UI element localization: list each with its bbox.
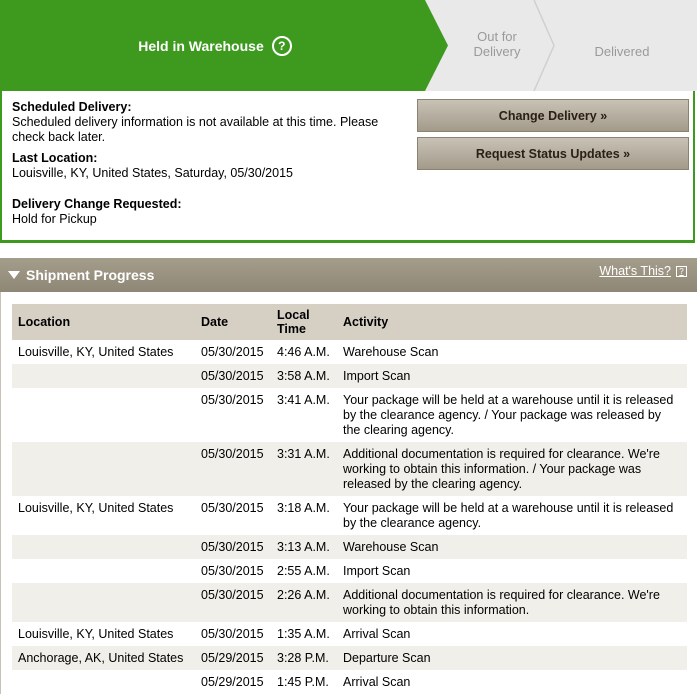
table-row [12,670,687,694]
step-out-label-line2: Delivery [473,44,521,59]
column-location: Location [12,304,195,340]
delivery-details [12,100,407,233]
table-row [12,622,687,646]
table-row [12,496,687,535]
cell-location [12,670,195,694]
help-icon[interactable]: ? [272,36,292,56]
column-local-time [271,304,337,340]
cell-date: 05/29/2015 [195,670,271,694]
cell-location: Louisville, KY, United States [12,496,195,535]
delivery-change-text: Hold for Pickup [12,212,97,226]
shipment-progress-header[interactable] [0,258,697,292]
request-status-updates-button[interactable]: Request Status Updates » [417,137,689,170]
table-row [12,388,687,442]
column-date: Date [195,304,271,340]
cell-date: 05/30/2015 [195,496,271,535]
delivery-progress-tracker [0,0,697,91]
cell-activity: Your package will be held at a warehouse until it is released by the clearance agency. / Your package was released by the clearing agency. [337,388,687,442]
cell-time: 2:55 A.M. [271,559,337,583]
whats-this-label[interactable]: What's This? [599,264,671,278]
shipment-progress-title: Shipment Progress [26,267,155,283]
cell-activity: Arrival Scan [337,622,687,646]
last-location-text: Louisville, KY, United States, Saturday, 05/30/2015 [12,166,293,180]
cell-activity: Your package will be held at a warehouse until it is released by the clearance agency. [337,496,687,535]
cell-date: 05/29/2015 [195,646,271,670]
delivery-change-heading: Delivery Change Requested: [12,197,182,211]
column-activity: Activity [337,304,687,340]
last-location-heading: Last Location: [12,151,98,165]
cell-location: Louisville, KY, United States [12,340,195,364]
cell-activity: Warehouse Scan [337,340,687,364]
cell-activity: Arrival Scan [337,670,687,694]
scheduled-delivery-heading: Scheduled Delivery: [12,100,132,114]
cell-location [12,559,195,583]
table-row [12,442,687,496]
cell-time: 3:41 A.M. [271,388,337,442]
cell-activity: Additional documentation is required for clearance. We're working to obtain this information. [337,583,687,622]
step-out-label-line1: Out for [477,29,517,44]
cell-time: 1:45 P.M. [271,670,337,694]
cell-activity: Import Scan [337,364,687,388]
cell-time: 4:46 A.M. [271,340,337,364]
collapse-triangle-icon[interactable] [8,271,20,279]
table-row [12,583,687,622]
scheduled-delivery-text: Scheduled delivery information is not available at this time. Please check back later. [12,115,379,144]
shipment-progress-table [12,304,687,694]
cell-date: 05/30/2015 [195,388,271,442]
cell-time: 3:18 A.M. [271,496,337,535]
active-step-label: Held in Warehouse [138,37,264,54]
cell-location [12,364,195,388]
cell-time: 3:28 P.M. [271,646,337,670]
step-out-for-delivery [452,29,542,59]
step-held-in-warehouse [0,0,430,91]
table-row [12,340,687,364]
cell-date: 05/30/2015 [195,583,271,622]
cell-location: Anchorage, AK, United States [12,646,195,670]
cell-time: 3:31 A.M. [271,442,337,496]
cell-location [12,388,195,442]
shipment-progress-body [0,292,697,694]
column-local-time-line1: Local [277,308,310,322]
help-box-icon[interactable]: ? [676,266,687,277]
cell-activity: Additional documentation is required for clearance. We're working to obtain this information. / Your package was released by the clearing agency. [337,442,687,496]
cell-date: 05/30/2015 [195,442,271,496]
cell-date: 05/30/2015 [195,535,271,559]
cell-activity: Import Scan [337,559,687,583]
cell-location: Louisville, KY, United States [12,622,195,646]
cell-date: 05/30/2015 [195,622,271,646]
table-row [12,646,687,670]
cell-time: 3:13 A.M. [271,535,337,559]
cell-time: 3:58 A.M. [271,364,337,388]
table-row [12,535,687,559]
cell-activity: Warehouse Scan [337,535,687,559]
cell-location [12,583,195,622]
cell-date: 05/30/2015 [195,364,271,388]
cell-location [12,442,195,496]
whats-this-link[interactable] [599,264,687,278]
cell-activity: Departure Scan [337,646,687,670]
cell-location [12,535,195,559]
table-row [12,559,687,583]
step-delivered: Delivered [594,44,650,59]
cell-date: 05/30/2015 [195,340,271,364]
table-header-row [12,304,687,340]
delivery-info-box [0,91,695,243]
cell-time: 2:26 A.M. [271,583,337,622]
cell-time: 1:35 A.M. [271,622,337,646]
cell-date: 05/30/2015 [195,559,271,583]
column-local-time-line2: Time [277,322,306,336]
change-delivery-button[interactable]: Change Delivery » [417,99,689,132]
table-row [12,364,687,388]
